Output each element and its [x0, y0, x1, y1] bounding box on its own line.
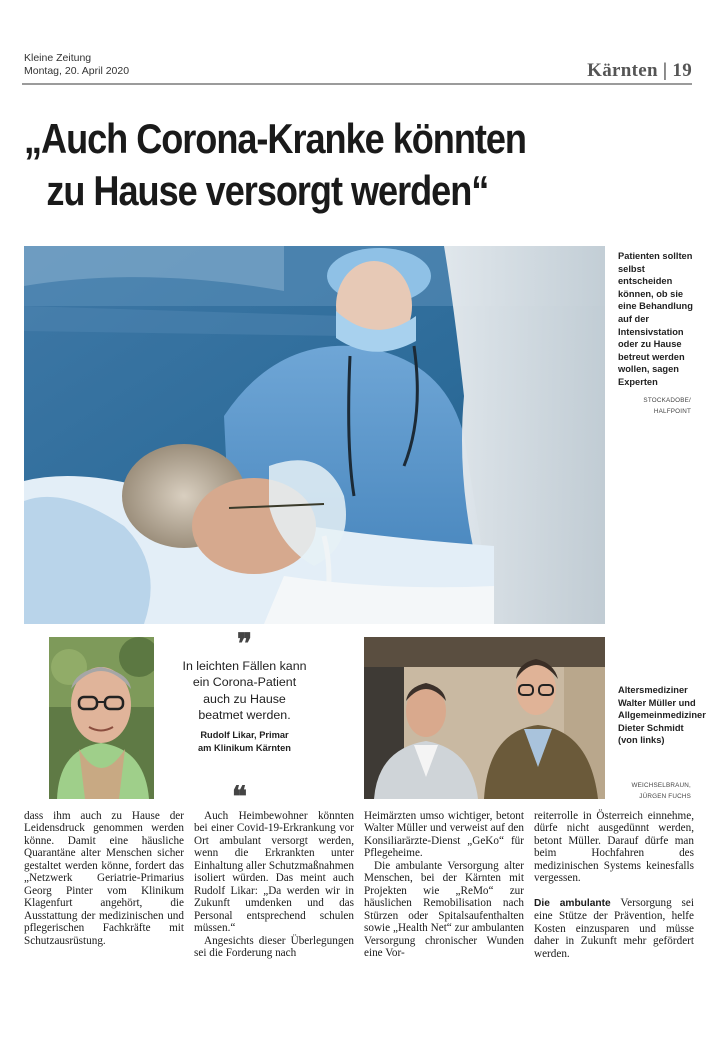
quote-open-icon: ❞	[236, 627, 253, 660]
body-column-3	[364, 810, 524, 959]
header-rule	[22, 83, 692, 85]
body-col2-paragraph-2: Angesichts dieser Überlegungen sei die Forderung nach	[194, 934, 354, 959]
issue-date: Montag, 20. April 2020	[24, 65, 130, 77]
hero-caption: Patienten sollten selbst entscheiden können, ob sie eine Behandlung auf der Intensivstation oder zu Hause betreut werden wollen, sagen Experten	[618, 251, 693, 387]
pull-quote	[182, 627, 307, 755]
quote-close-icon: ❝	[232, 780, 248, 813]
hero-credit	[600, 395, 691, 417]
hero-photo-illustration	[24, 246, 605, 624]
paper-name: Kleine Zeitung	[24, 52, 92, 64]
quote-author	[182, 729, 307, 755]
section-page-label: Kärnten | 19	[587, 60, 692, 81]
body-col1-text: dass ihm auch zu Hause der Leidensdruck genommen werden könne. Damit eine häusliche Quarantäne alter Menschen sicher gestaltet werden könne, fordert das „Netzwerk Geriatrie-Primarius Georg Pinter vom Klinikum Klagenfurt angehört, die Ausstattung der medizinischen und pflegerischen Fachkräfte mit Schutzausrüstung.	[24, 810, 184, 947]
quote-author-line-2: am Klinikum Kärnten	[198, 743, 291, 754]
col4-lead-in: Die ambulante	[534, 897, 611, 909]
hero-credit-line-1: STOCKADOBE/	[643, 397, 691, 404]
paragraph-gap	[534, 885, 694, 897]
hero-credit-line-2: HALFPOINT	[653, 408, 691, 415]
headline-line-2: zu Hause versorgt werden“	[46, 167, 489, 214]
group-credit-line-2: JÜRGEN FUCHS	[639, 793, 691, 800]
body-col4-paragraph-2	[534, 897, 694, 960]
portrait-photo	[49, 637, 154, 799]
body-column-2	[194, 810, 354, 959]
body-col3-paragraph-1: Heimärzten umso wichtiger, betont Walter Müller und verweist auf den Konsiliarärzte-Dienst „GeKo“ für Pflegeheime.	[364, 810, 524, 860]
group-photo-caption: Altersmediziner Walter Müller und Allgemeinmediziner Dieter Schmidt (von links)	[618, 685, 706, 746]
masthead	[24, 52, 129, 78]
body-column-1	[24, 810, 184, 947]
quote-author-line-1: Rudolf Likar, Primar	[200, 730, 289, 741]
headline-line-1: „Auch Corona-Kranke könnten	[24, 115, 526, 162]
col4-paragraph-2-text: Versorgung sei eine Stütze der Prävention, helfe Kosten einzusparen und müsse daher in Zukunft mehr gefördert werden.	[534, 896, 694, 960]
group-photo	[364, 637, 605, 799]
body-column-4	[534, 810, 694, 960]
body-col4-paragraph-1: reiterrolle in Österreich einnehme, dürfe nicht ausgedünnt werden, betont Müller. Darauf dürfe man beim Hochfahren des medizinischen Systems keinesfalls vergessen.	[534, 810, 694, 885]
hero-photo	[24, 246, 605, 624]
group-photo-credit	[600, 780, 691, 802]
portrait-illustration	[49, 637, 154, 799]
group-credit-line-1: WEICHSELBRAUN,	[631, 782, 691, 789]
body-col3-paragraph-2: Die ambulante Versorgung alter Menschen, bei der Kärnten mit Projekten wie „ReMo“ zur häuslichen Remobilisation nach Stürzen oder Spitalsaufenthalten sowie „Health Net“ zur ambulanten Versorgung chronischer Wunden eine Vor-	[364, 859, 524, 959]
headline	[24, 113, 592, 217]
group-photo-illustration	[364, 637, 605, 799]
quote-text: In leichten Fällen kann ein Corona-Patient auch zu Hause beatmet werden.	[182, 659, 307, 722]
body-col2-paragraph-1: Auch Heimbewohner könnten bei einer Covid-19-Erkrankung vor Ort ambulant versorgt werden, wenn die Erkrankten unter Einhaltung aller Schutzmaßnahmen isoliert würden. Das meint auch Rudolf Likar: „Da werden wir in Zukunft umdenken und das Personal entsprechend schulen müssen.“	[194, 810, 354, 935]
